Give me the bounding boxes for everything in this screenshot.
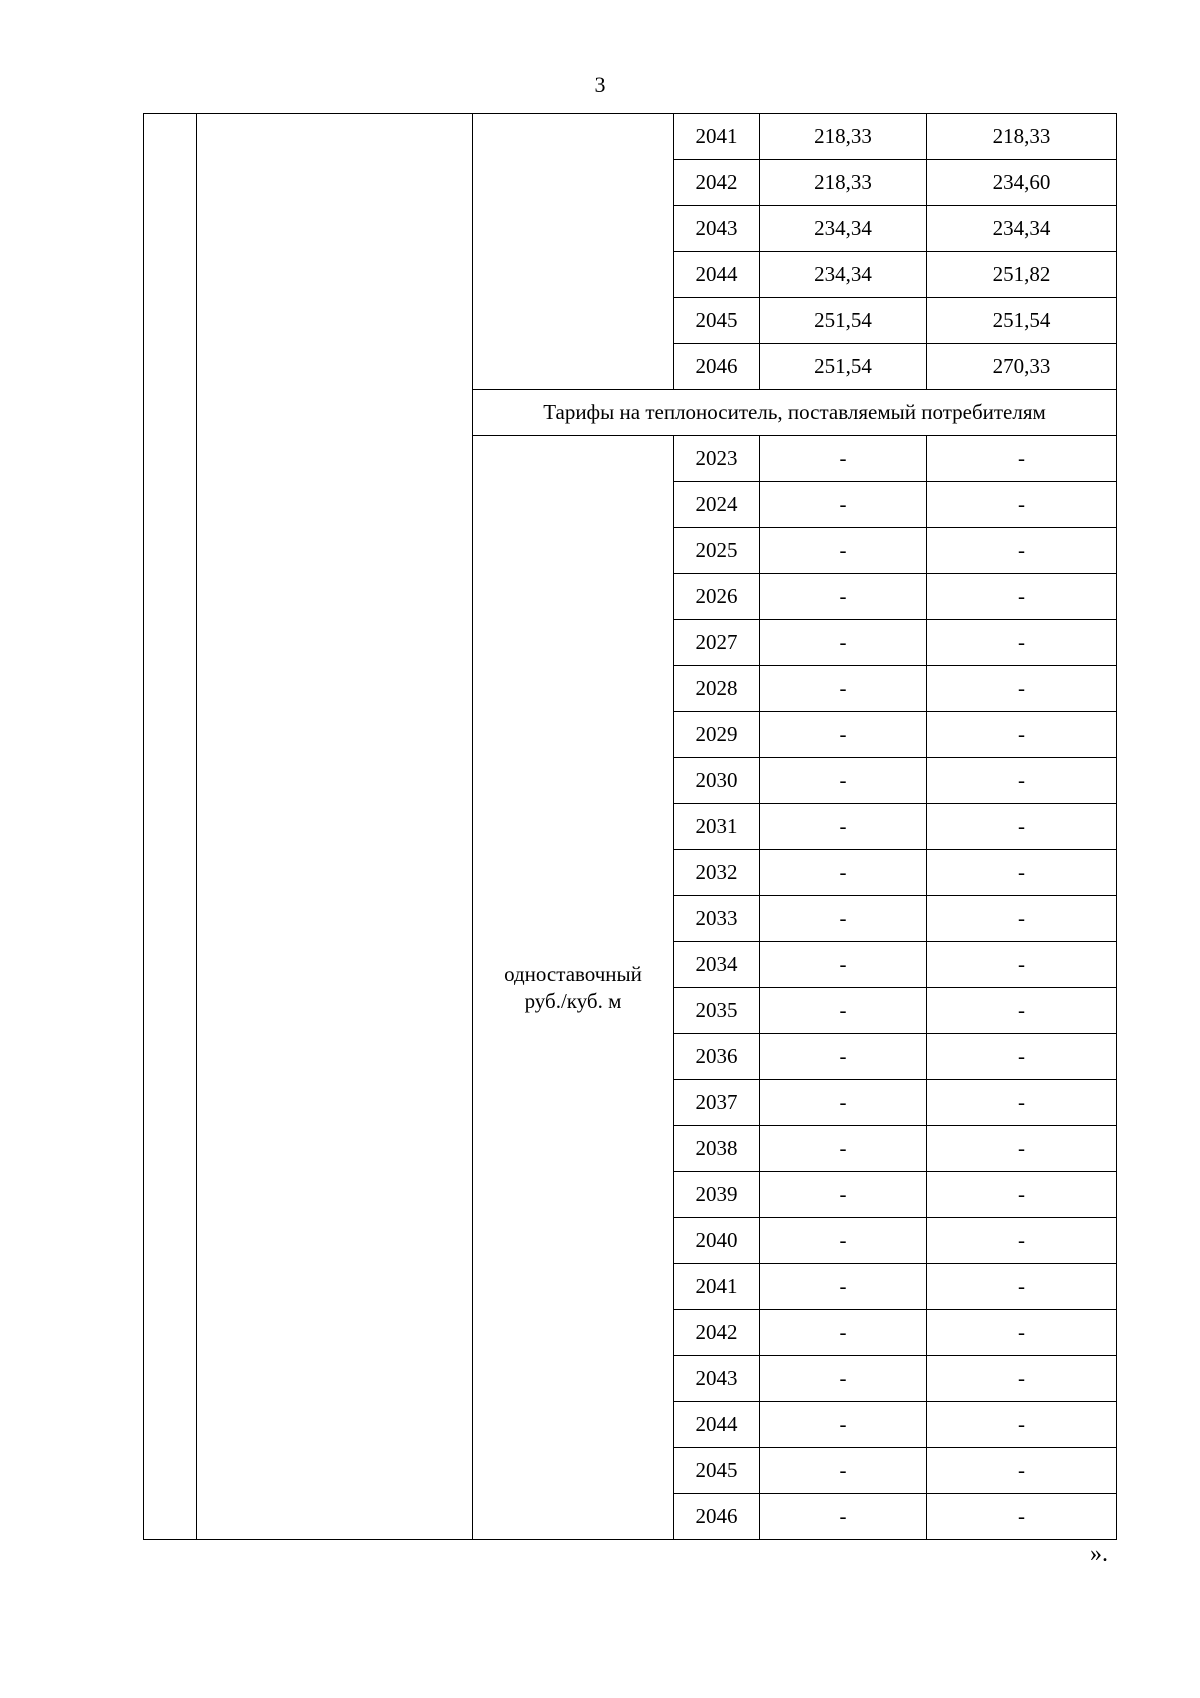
first-value-cell: - xyxy=(760,528,927,574)
tariff-table xyxy=(143,113,1117,1540)
first-value-cell: - xyxy=(760,758,927,804)
year-cell: 2034 xyxy=(674,942,760,988)
first-value-cell: - xyxy=(760,988,927,1034)
second-value-cell: - xyxy=(927,1264,1117,1310)
year-cell: 2031 xyxy=(674,804,760,850)
second-value-cell: - xyxy=(927,436,1117,482)
year-cell: 2030 xyxy=(674,758,760,804)
second-value-cell: - xyxy=(927,528,1117,574)
second-value-cell: 251,54 xyxy=(927,298,1117,344)
first-value-cell: - xyxy=(760,436,927,482)
first-value-cell: 234,34 xyxy=(760,252,927,298)
year-cell: 2040 xyxy=(674,1218,760,1264)
first-value-cell: - xyxy=(760,1080,927,1126)
second-value-cell: - xyxy=(927,620,1117,666)
unit-label-line2: руб./куб. м xyxy=(524,988,622,1013)
year-cell: 2028 xyxy=(674,666,760,712)
second-value-cell: - xyxy=(927,1448,1117,1494)
year-cell: 2046 xyxy=(674,344,760,390)
second-value-cell: - xyxy=(927,1402,1117,1448)
year-cell: 2042 xyxy=(674,1310,760,1356)
first-value-cell: - xyxy=(760,1448,927,1494)
second-value-cell: - xyxy=(927,1310,1117,1356)
second-value-cell: - xyxy=(927,1126,1117,1172)
first-value-cell: 218,33 xyxy=(760,160,927,206)
year-cell: 2029 xyxy=(674,712,760,758)
second-value-cell: 270,33 xyxy=(927,344,1117,390)
first-value-cell: - xyxy=(760,1494,927,1540)
first-value-cell: - xyxy=(760,1126,927,1172)
first-value-cell: - xyxy=(760,1264,927,1310)
organization-cell xyxy=(197,114,473,1540)
first-value-cell: - xyxy=(760,1172,927,1218)
tariff-table-body xyxy=(144,114,1117,1540)
second-value-cell: - xyxy=(927,942,1117,988)
first-value-cell: - xyxy=(760,804,927,850)
year-cell: 2041 xyxy=(674,1264,760,1310)
unit-label-line1: одноставочный xyxy=(504,961,642,986)
second-value-cell: - xyxy=(927,758,1117,804)
year-cell: 2043 xyxy=(674,1356,760,1402)
year-cell: 2025 xyxy=(674,528,760,574)
year-cell: 2041 xyxy=(674,114,760,160)
second-value-cell: 251,82 xyxy=(927,252,1117,298)
year-cell: 2044 xyxy=(674,252,760,298)
first-value-cell: - xyxy=(760,1402,927,1448)
second-value-cell: - xyxy=(927,482,1117,528)
year-cell: 2033 xyxy=(674,896,760,942)
year-cell: 2023 xyxy=(674,436,760,482)
row-number-cell xyxy=(144,114,197,1540)
year-cell: 2026 xyxy=(674,574,760,620)
first-value-cell: 251,54 xyxy=(760,298,927,344)
second-value-cell: - xyxy=(927,804,1117,850)
tariff-type-cell xyxy=(473,114,674,390)
second-value-cell: - xyxy=(927,1218,1117,1264)
year-cell: 2046 xyxy=(674,1494,760,1540)
closing-quote: ». xyxy=(1090,1541,1108,1567)
second-value-cell: - xyxy=(927,712,1117,758)
second-value-cell: - xyxy=(927,1172,1117,1218)
first-value-cell: - xyxy=(760,1356,927,1402)
second-value-cell: - xyxy=(927,896,1117,942)
second-value-cell: - xyxy=(927,850,1117,896)
second-value-cell: - xyxy=(927,1356,1117,1402)
unit-cell xyxy=(473,436,674,1540)
second-value-cell: - xyxy=(927,1494,1117,1540)
first-value-cell: - xyxy=(760,896,927,942)
year-cell: 2042 xyxy=(674,160,760,206)
first-value-cell: - xyxy=(760,620,927,666)
section-heading: Тарифы на теплоноситель, поставляемый потребителям xyxy=(473,390,1117,436)
first-value-cell: - xyxy=(760,482,927,528)
second-value-cell: 234,60 xyxy=(927,160,1117,206)
second-value-cell: - xyxy=(927,988,1117,1034)
year-cell: 2027 xyxy=(674,620,760,666)
first-value-cell: - xyxy=(760,1218,927,1264)
second-value-cell: - xyxy=(927,666,1117,712)
year-cell: 2044 xyxy=(674,1402,760,1448)
first-value-cell: - xyxy=(760,1310,927,1356)
first-value-cell: - xyxy=(760,712,927,758)
year-cell: 2038 xyxy=(674,1126,760,1172)
first-value-cell: 218,33 xyxy=(760,114,927,160)
year-cell: 2036 xyxy=(674,1034,760,1080)
second-value-cell: - xyxy=(927,1080,1117,1126)
year-cell: 2045 xyxy=(674,298,760,344)
year-cell: 2045 xyxy=(674,1448,760,1494)
year-cell: 2024 xyxy=(674,482,760,528)
year-cell: 2039 xyxy=(674,1172,760,1218)
year-cell: 2037 xyxy=(674,1080,760,1126)
year-cell: 2043 xyxy=(674,206,760,252)
first-value-cell: - xyxy=(760,574,927,620)
first-value-cell: 251,54 xyxy=(760,344,927,390)
year-cell: 2032 xyxy=(674,850,760,896)
second-value-cell: - xyxy=(927,574,1117,620)
page-number: 3 xyxy=(594,72,606,97)
second-value-cell: 234,34 xyxy=(927,206,1117,252)
year-cell: 2035 xyxy=(674,988,760,1034)
first-value-cell: - xyxy=(760,942,927,988)
table-row xyxy=(144,114,1117,160)
second-value-cell: - xyxy=(927,1034,1117,1080)
first-value-cell: - xyxy=(760,850,927,896)
first-value-cell: - xyxy=(760,1034,927,1080)
second-value-cell: 218,33 xyxy=(927,114,1117,160)
first-value-cell: 234,34 xyxy=(760,206,927,252)
first-value-cell: - xyxy=(760,666,927,712)
